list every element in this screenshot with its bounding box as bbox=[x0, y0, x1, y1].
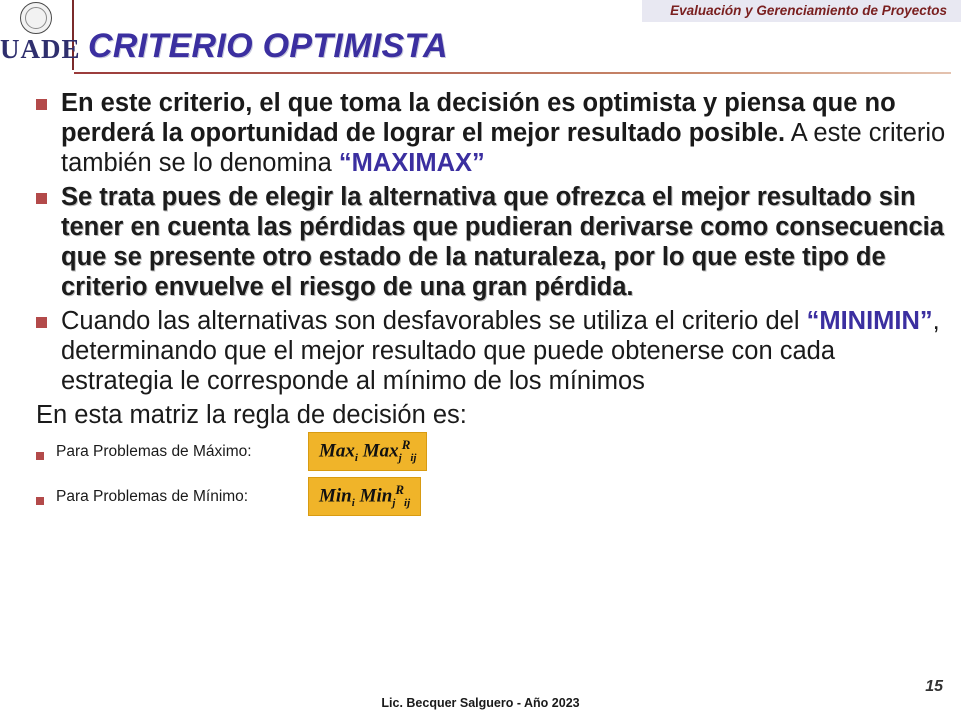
list-item bbox=[36, 88, 947, 178]
formula-min-op1-sub: i bbox=[351, 497, 355, 510]
formula-min-op1: Min bbox=[319, 485, 352, 507]
formula-max bbox=[308, 432, 427, 471]
rule-label-min: Para Problemas de Mínimo: bbox=[56, 487, 249, 505]
bullet-3-part1: Cuando las alternativas son desfavorables se utiliza el criterio del bbox=[61, 307, 807, 335]
bullet-square-icon bbox=[36, 452, 44, 460]
formula-min-op2: Min bbox=[359, 485, 393, 507]
formula-max-op1-sub: i bbox=[354, 452, 358, 465]
formula-max-var: R bbox=[401, 437, 411, 452]
bullet-text-3 bbox=[61, 306, 947, 396]
formula-max-var-sub: ij bbox=[410, 452, 417, 465]
page-number: 15 bbox=[925, 678, 943, 695]
bullet-square-icon bbox=[36, 497, 44, 505]
formula-max-op2: Max bbox=[362, 440, 399, 462]
bullet-1-part1: En este criterio, el que toma la decisión es optimista y piensa que no perderá la oportunidad de lograr el mejor resultado posible. bbox=[61, 89, 896, 147]
slide-content bbox=[36, 88, 947, 522]
bullet-1-accent: “MAXIMAX” bbox=[338, 149, 485, 177]
intro-line: En esta matriz la regla de decisión es: bbox=[36, 401, 467, 429]
bullet-3-part2: , determinando que el mejor resultado que puede obtenerse con cada estrategia le corresponde al mínimo de los mínimos bbox=[61, 307, 940, 395]
course-banner: Evaluación y Gerenciamiento de Proyectos bbox=[642, 0, 961, 22]
list-item bbox=[36, 182, 947, 302]
bullet-text-1 bbox=[61, 88, 947, 178]
page-title: CRITERIO OPTIMISTA bbox=[88, 27, 448, 65]
formula-min-op2-sub: j bbox=[392, 497, 396, 510]
formula-min bbox=[308, 477, 421, 516]
list-item bbox=[36, 306, 947, 396]
bullet-square-icon bbox=[36, 99, 47, 110]
university-seal-icon bbox=[20, 2, 52, 34]
rule-label-max: Para Problemas de Máximo: bbox=[56, 442, 252, 460]
formula-max-op2-sub: j bbox=[398, 452, 402, 465]
formula-min-var: R bbox=[395, 482, 405, 498]
title-divider bbox=[74, 72, 951, 74]
list-item bbox=[36, 432, 947, 471]
formula-min-var-sub: ij bbox=[404, 497, 411, 510]
list-item bbox=[36, 477, 947, 516]
bullet-3-accent: “MINIMIN” bbox=[806, 307, 933, 335]
bullet-square-icon bbox=[36, 193, 47, 204]
bullet-text-2: Se trata pues de elegir la alternativa que ofrezca el mejor resultado sin tener en cuenta las pérdidas que pudieran derivarse como consecuencia que se presente otro estado de la naturaleza, por lo que este tipo de criterio envuelve el riesgo de una gran pérdida. bbox=[61, 183, 944, 301]
bullet-1-part2: A este criterio también se lo denomina bbox=[61, 119, 946, 177]
footer-credit: Lic. Becquer Salguero - Año 2023 bbox=[381, 696, 580, 710]
bullet-square-icon bbox=[36, 317, 47, 328]
formula-max-op1: Max bbox=[319, 440, 355, 462]
logo-text: UADE bbox=[0, 34, 81, 64]
institution-logo bbox=[0, 0, 81, 70]
